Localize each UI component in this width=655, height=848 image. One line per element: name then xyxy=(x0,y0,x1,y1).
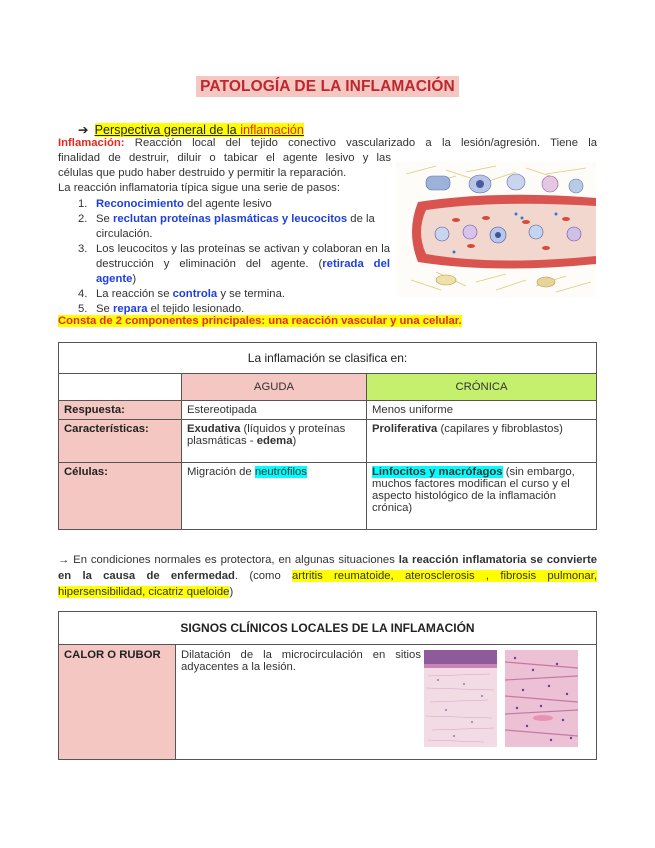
section-heading: ➔ Perspectiva general de la inflamación xyxy=(78,123,304,137)
intro-line-1: Inflamación: Reacción local del tejido conectivo vascularizado a la lesión/agresión. Tiene la xyxy=(58,137,598,149)
histology-image-2 xyxy=(505,650,578,747)
table-caption: La inflamación se clasifica en: xyxy=(59,343,597,374)
intro-line-4: La reacción inflamatoria típica sigue una serie de pasos: xyxy=(58,182,340,194)
table-row: CALOR O RUBOR Dilatación de la microcirculación en sitios adyacentes a la lesión. xyxy=(59,645,597,760)
blood-vessel-illustration xyxy=(396,162,596,297)
column-header-chronic: CRÓNICA xyxy=(367,374,597,401)
arrow-icon: ➔ xyxy=(78,123,89,137)
page-title: PATOLOGÍA DE LA INFLAMACIÓN xyxy=(0,78,655,96)
list-item: 1. Reconocimiento del agente lesivo xyxy=(78,198,272,210)
table-row: Características: Exudativa (líquidos y proteínas plasmáticas - edema) Proliferativa (capilares y fibroblastos) xyxy=(59,420,597,463)
list-item: 3. Los leucocitos y las proteínas se activan y colaboran en la destrucción y eliminación del agente. (retirada del agente) xyxy=(78,243,391,285)
histology-image-1 xyxy=(424,650,497,747)
components-line: Consta de 2 componentes principales: una reacción vascular y una celular. xyxy=(58,315,462,327)
list-item: 5. Se repara el tejido lesionado. xyxy=(78,303,245,315)
table-row: Células: Migración de neutrófilos Linfocitos y macrófagos (sin embargo, muchos factores modifican el curso y el aspecto histológico de la inflamación crónica) xyxy=(59,463,597,530)
column-header-acute: AGUDA xyxy=(182,374,367,401)
table-caption: SIGNOS CLÍNICOS LOCALES DE LA INFLAMACIÓN xyxy=(59,612,597,645)
list-item: 4. La reacción se controla y se termina. xyxy=(78,288,286,300)
steps-list xyxy=(58,197,396,317)
note-paragraph: → En condiciones normales es protectora, en algunas situaciones la reacción inflamatoria se convierte en la causa de enfermedad. (como artritis reumatoide, aterosclerosis , fibrosis pulmonar, hipersensibilidad, cicatriz queloide) xyxy=(58,554,597,598)
table-row: Respuesta: Estereotipada Menos uniforme xyxy=(59,401,597,420)
intro-line-2: finalidad de destruir, diluir o tabicar el agente lesivo y las xyxy=(58,152,391,164)
intro-line-3: células que pudo haber destruido y permitir la reparación. xyxy=(58,167,347,179)
classification-table xyxy=(58,342,597,530)
list-item: 2. Se reclutan proteínas plasmáticas y leucocitos de la circulación. xyxy=(78,213,375,240)
